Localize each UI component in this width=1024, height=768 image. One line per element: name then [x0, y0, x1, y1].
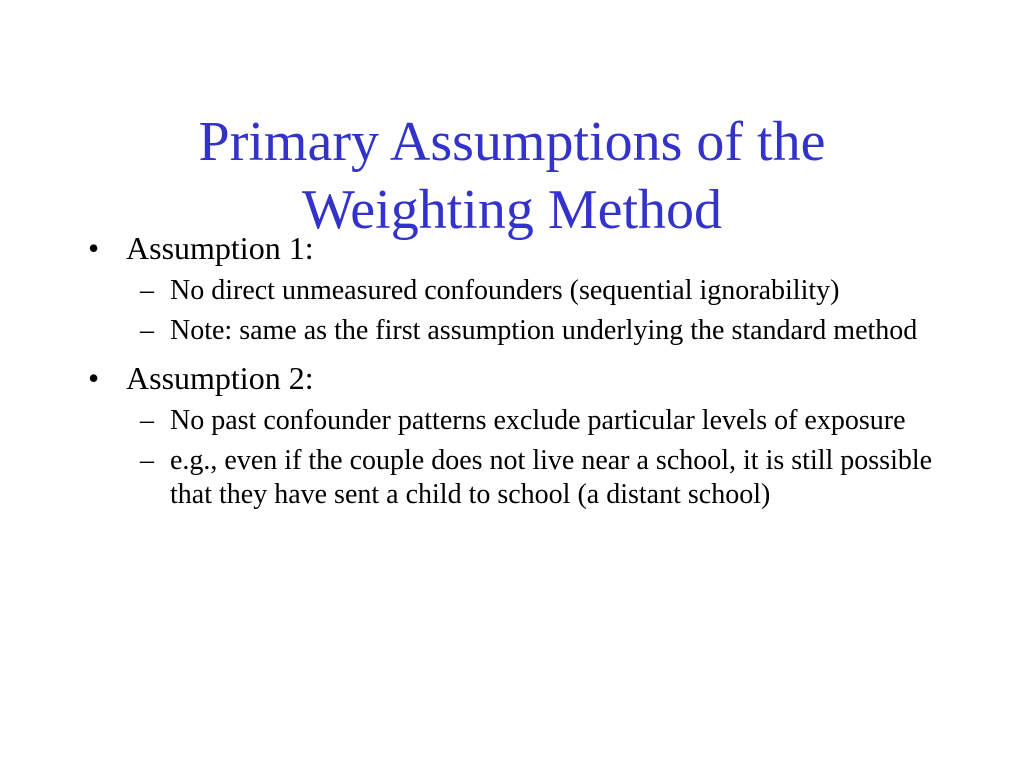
- subitem: [84, 404, 954, 438]
- dash-marker: –: [140, 405, 154, 436]
- dash-marker: –: [140, 275, 154, 306]
- bullet-assumption-2: [84, 358, 954, 398]
- sublist-assumption-1: [84, 274, 954, 348]
- subitem: [84, 274, 954, 308]
- dash-marker: –: [140, 445, 154, 476]
- subitem-text: Note: same as the first assumption underlying the standard method: [170, 315, 918, 346]
- slide-body: [84, 228, 954, 522]
- dash-marker: –: [140, 315, 154, 346]
- sublist-assumption-2: [84, 404, 954, 512]
- subitem: [84, 314, 954, 348]
- bullet-label: Assumption 1:: [126, 230, 314, 266]
- subitem: [84, 444, 954, 512]
- bullet-marker: •: [88, 230, 100, 266]
- subitem-text: No past confounder patterns exclude particular levels of exposure: [170, 405, 906, 436]
- title-line-2: Weighting Method: [301, 178, 723, 241]
- bullet-marker: •: [88, 360, 100, 396]
- subitem-text: e.g., even if the couple does not live near a school, it is still possible that they have sent a child to school (a distant school): [170, 445, 933, 510]
- bullet-assumption-1: [84, 228, 954, 268]
- bullet-label: Assumption 2:: [126, 360, 314, 396]
- slide-title: [60, 108, 964, 244]
- subitem-text: No direct unmeasured confounders (sequential ignorability): [170, 275, 840, 306]
- title-line-1: Primary Assumptions of the: [198, 110, 826, 173]
